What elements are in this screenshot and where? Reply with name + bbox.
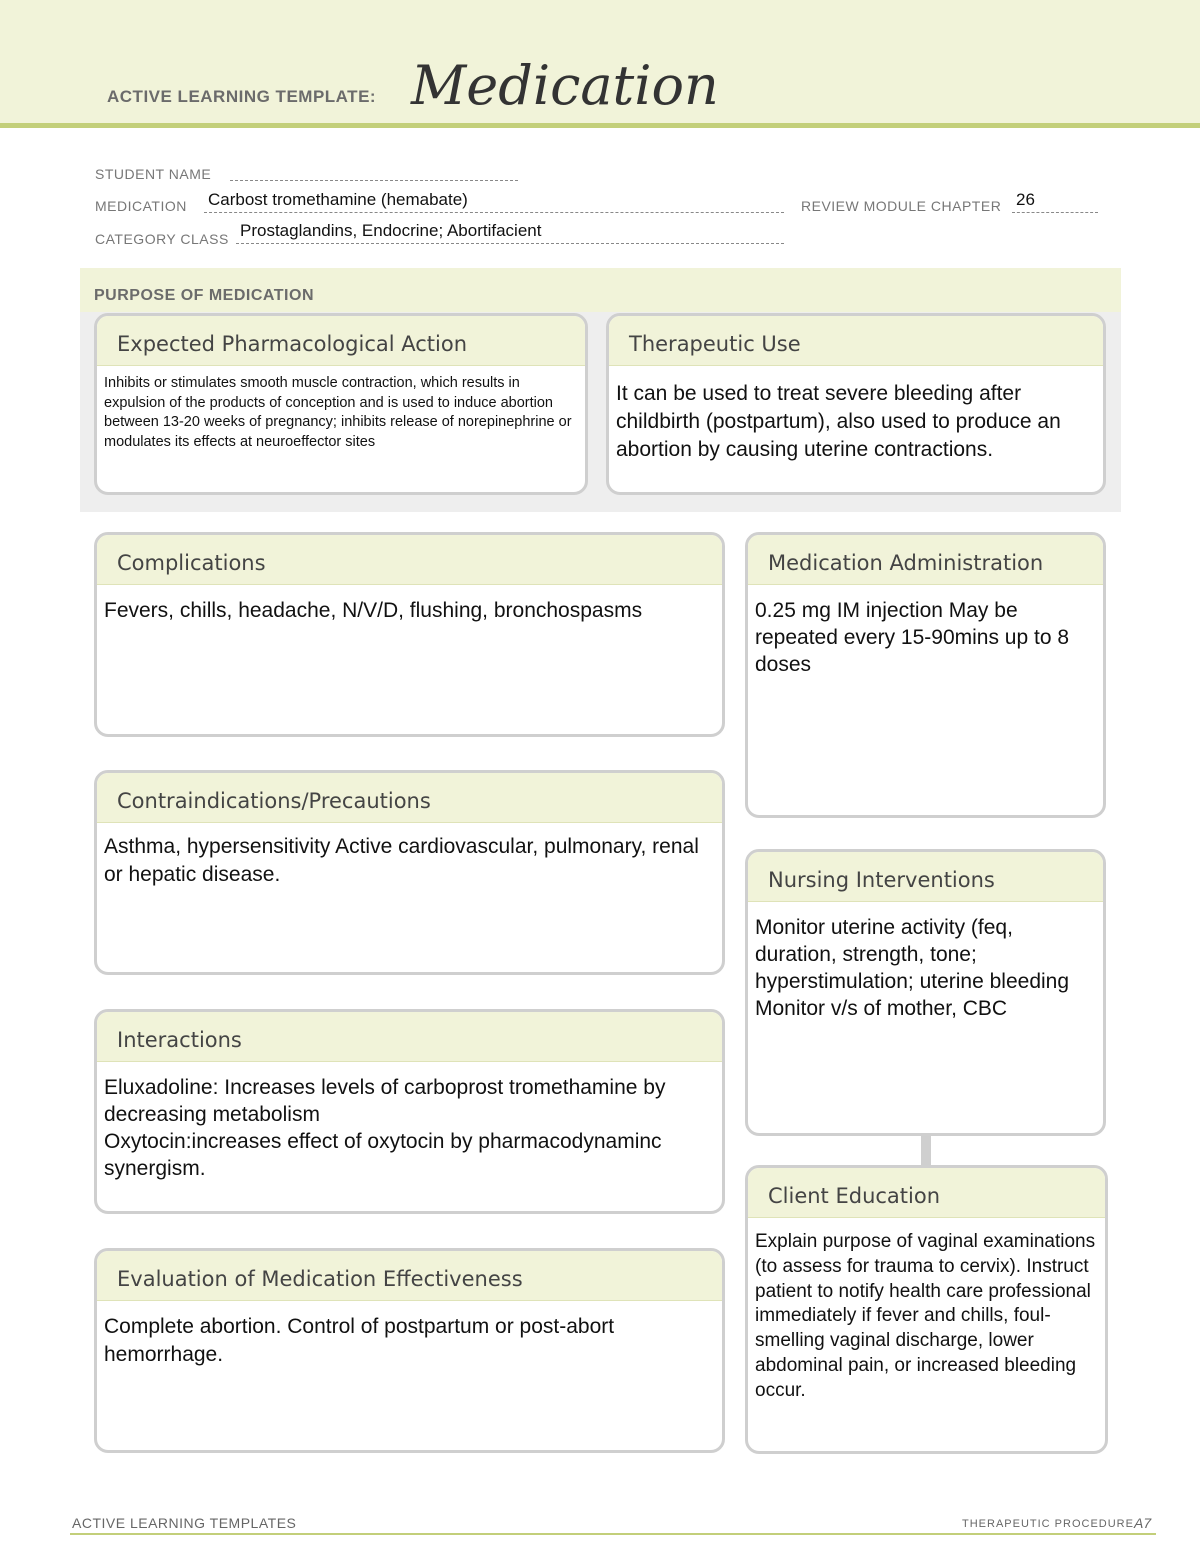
medication-label: MEDICATION [95, 198, 187, 214]
interactions-text[interactable] [97, 1062, 722, 1182]
footer-rule [70, 1533, 1156, 1535]
category-class-line [236, 243, 784, 244]
therapeutic-use-box [606, 313, 1106, 495]
evaluation-box [94, 1248, 725, 1453]
complications-box [94, 532, 725, 737]
complications-title: Complications [97, 535, 722, 585]
review-module-line [1012, 212, 1098, 213]
nursing-interventions-box [745, 849, 1106, 1136]
client-education-text[interactable]: Explain purpose of vaginal examinations (to assess for trauma to cervix). Instruct patient to notify health care professional immediately if fever and chills, foul-smelling vaginal discharge, lower abdominal pain, or increased bleeding occur. [755, 1231, 1096, 1401]
page-title: Medication [411, 54, 719, 117]
medication-administration-title: Medication Administration [748, 535, 1103, 585]
medication-administration-box [745, 532, 1106, 818]
category-class-field[interactable]: Prostaglandins, Endocrine; Abortifacient [240, 221, 542, 240]
interactions-title: Interactions [97, 1012, 722, 1062]
complications-text[interactable]: Fevers, chills, headache, N/V/D, flushing, bronchospasms [104, 599, 643, 622]
client-education-title: Client Education [748, 1168, 1105, 1218]
contraindications-box [94, 770, 725, 975]
therapeutic-use-title: Therapeutic Use [609, 316, 1103, 366]
contraindications-text[interactable]: Asthma, hypersensitivity Active cardiovascular, pulmonary, renal or hepatic disease. [104, 835, 699, 886]
student-name-label: STUDENT NAME [95, 166, 212, 182]
page-number: A7 [1134, 1515, 1152, 1531]
header-rule [0, 123, 1200, 128]
expected-action-text[interactable]: Inhibits or stimulates smooth muscle contraction, which results in expulsion of the products of conception and is used to induce abortion between 13-20 weeks of pregnancy; inhibits release of norepinephrine or modulates its effects at neuroeffector sites [104, 375, 572, 450]
medication-line [204, 212, 784, 213]
medication-administration-text[interactable]: 0.25 mg IM injection May be repeated every 15-90mins up to 8 doses [755, 599, 1070, 676]
category-class-label: CATEGORY CLASS [95, 231, 229, 247]
evaluation-text[interactable]: Complete abortion. Control of postpartum or post-abort hemorrhage. [104, 1315, 615, 1366]
expected-action-title: Expected Pharmacological Action [97, 316, 585, 366]
evaluation-title: Evaluation of Medication Effectiveness [97, 1251, 722, 1301]
review-module-field[interactable]: 26 [1016, 190, 1035, 209]
purpose-label: PURPOSE OF MEDICATION [94, 287, 314, 304]
student-name-line [230, 180, 518, 181]
interactions-line-2: Oxytocin:increases effect of oxytocin by pharmacodynaminc synergism. [104, 1130, 662, 1180]
client-education-box [745, 1165, 1108, 1454]
footer-right-text: THERAPEUTIC PROCEDURE [962, 1518, 1134, 1530]
nursing-interventions-title: Nursing Interventions [748, 852, 1103, 902]
review-module-label: REVIEW MODULE CHAPTER [801, 198, 1002, 214]
interactions-line-1: Eluxadoline: Increases levels of carboprost tromethamine by decreasing metabolism [104, 1076, 666, 1126]
box-connector [921, 1135, 931, 1167]
therapeutic-use-text[interactable]: It can be used to treat severe bleeding after childbirth (postpartum), also used to produce an abortion by causing uterine contractions. [616, 382, 1061, 461]
template-prefix: ACTIVE LEARNING TEMPLATE: [107, 87, 377, 106]
expected-action-box [94, 313, 588, 495]
footer-left-text: ACTIVE LEARNING TEMPLATES [72, 1515, 297, 1531]
medication-field[interactable]: Carbost tromethamine (hemabate) [208, 190, 468, 209]
nursing-interventions-text[interactable]: Monitor uterine activity (feq, duration, strength, tone; hyperstimulation; uterine bleeding Monitor v/s of mother, CBC [755, 916, 1070, 1020]
contraindications-title: Contraindications/Precautions [97, 773, 722, 823]
interactions-box [94, 1009, 725, 1214]
